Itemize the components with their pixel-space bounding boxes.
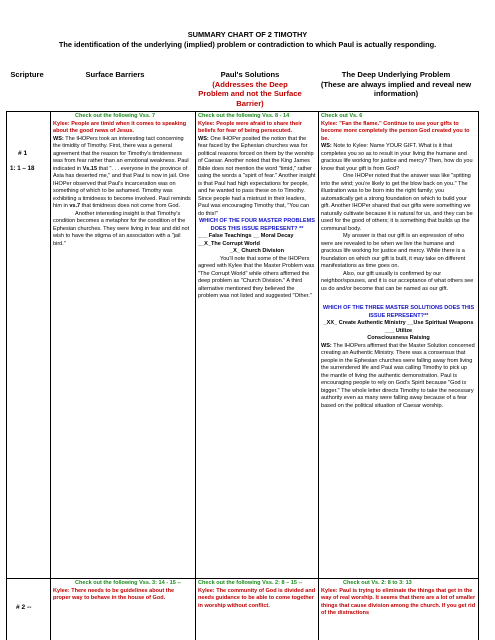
page-title: SUMMARY CHART OF 2 TIMOTHY: [187, 30, 308, 39]
ws-label: WS:: [321, 143, 332, 149]
ws-label: WS:: [321, 342, 332, 349]
ws-text: One IHOPer posited the notion that the fear faced by the Ephesian churches was for political reasons forced on them by the worship of Caesar. Another noted that the King James Bible does not mention the word "timid," rather using the words a "spirit of fear." Another insight is that Paul had high expectations for people, and he wanted to pass these on to Timothy. Since people had a mistrust in their leaders, Paul was encouraging Timothy that, "You can do this!": [198, 135, 316, 217]
column-divider: [50, 111, 51, 640]
table-top-border: [6, 111, 478, 112]
column-divider: [318, 111, 319, 640]
ws-label: WS:: [198, 135, 209, 142]
deep-problem-cell: [321, 580, 476, 640]
check-out-verses: Check out the following Vss. 7: [75, 113, 156, 119]
ws-label: WS:: [53, 135, 64, 142]
check-out-verses: Check out Vs. 6: [321, 113, 363, 119]
column-header-pauls-solutions-title: Paul's Solutions: [220, 70, 280, 79]
ws-commentary: [53, 136, 192, 211]
check-out-verses: Check out the following Vss. 2: 8 – 15 --: [198, 580, 303, 586]
column-divider: [195, 111, 196, 640]
kylee-answer: Kylee: "Fan the flame." Continue to use your gifts to become more completely the person God created you to be.: [321, 120, 470, 142]
column-header-pauls-solutions-note: (Addresses the Deep Problem and not the Surface Barrier): [198, 79, 302, 108]
row-scripture-ref: 1: 1 – 18: [10, 165, 35, 172]
pauls-solution-cell: [198, 580, 316, 640]
table-right-border: [478, 111, 479, 640]
kylee-answer: Kylee: Paul is trying to eliminate the things that get in the way of real worship. It seems that there are a lot of smaller things that cause division among the church. If you get rid of the distractions: [321, 587, 476, 616]
master-problem-question: WHICH OF THE FOUR MASTER PROBLEMS DOES THIS ISSUE REPRESENT? **: [199, 218, 315, 232]
column-header-scripture: Scripture: [10, 70, 44, 79]
ws-text: that ". . . everyone in the province of Asia has deserted me," and that Paul is now in jail. One IHOPer observed that Paul's incarceration was on something of which to be ashamed. Timothy was exhibiting a timidness to become involved. Paul reminds him in: [53, 165, 191, 209]
ws-commentary: [321, 343, 476, 411]
master-problem-choices: _X_ Church Division: [230, 248, 284, 254]
commentary-paragraph: Another interesting insight is that Timothy's condition becomes a metaphor for the condition of the Ephesian churches. They were living in fear and did not wish to have the stigma of an association with a "jail bird.": [53, 210, 190, 247]
column-header-deep-problem-title: The Deep Underlying Problem: [341, 70, 451, 79]
page-subtitle: The identification of the underlying (implied) problem or contradiction to which Paul is actually responding.: [58, 40, 437, 49]
check-out-verses: Check out the following Vss. 8 - 14: [198, 113, 290, 119]
verse-ref: vs.7: [69, 203, 81, 209]
check-out-verses: Check out the following Vss. 3: 14 - 15 --: [75, 580, 182, 586]
ws-commentary: [198, 136, 316, 219]
ws-commentary: [321, 143, 476, 173]
ws-text: What is it that completes you so as to result in your living the humane and gracious life working for justice and mercy? Then, how do you know that your gift is from God?: [321, 143, 473, 172]
master-solution-choices: _XX_ Create Authentic Ministry __Use Spiritual Weapons ___ Utilize: [323, 320, 474, 334]
kylee-answer: Kylee: People are timid when it comes to speaking about the good news of Jesus.: [53, 120, 187, 134]
check-out-verses: Check out Vs. 2: 8 to 3: 13: [343, 580, 412, 586]
ws-text: The IHOPers took an interesting tact concerning the timidity of Timothy. First, there was a general agreement that the reason for Timothy's timidenness was from fear rather than an emotional weakness. Paul indicated in: [53, 135, 189, 172]
row-divider: [6, 578, 478, 579]
ws-text: Note to Kylee: Name YOUR GIFT.: [333, 143, 418, 149]
commentary-paragraph: Also, our gift usually is confirmed by our neighbor/spouses, and it is our acceptance of what others see us do and/or become that can be named as our gift.: [321, 270, 474, 292]
commentary-paragraph: One IHOPer noted that the answer was like "spitting into the wind; you're likely to get the blow back on you." The illustration was to be born into the right family; you automatically get a strong foundation on which to build your gift. Another IHOPer shared that our gifts were something we naturally cultivate because it is natural for us, and they can be used for the good of others; it is something that builds up the communal body.: [321, 173, 473, 232]
surface-barrier-cell: [53, 113, 192, 575]
row-number: # 1: [18, 150, 28, 157]
row-number: # 2 --: [16, 604, 32, 611]
verse-ref: Vs.15: [82, 165, 98, 172]
column-header-deep-problem: [320, 70, 472, 99]
kylee-answer: Kylee: People were afraid to share their beliefs for fear of being persecuted.: [198, 120, 302, 134]
master-solution-question: WHICH OF THE THREE MASTER SOLUTIONS DOES THIS ISSUE REPRESENT?**: [322, 305, 475, 319]
ws-text: The IHOPers affirmed that the Master Solution concerned creating an Authentic Ministry. There was a consensus that people in the Ephesian churches were falling away from living the surrendered life and Paul was calling Timothy to pick up the mantle of living the authentic demonstration. Paul is encouraging people to rely on God's Spirit because "God is bigger." The whole letter directs Timothy to take the necessary authority even as many were falling away because of a fear based on the political situation of Caesar worship.: [321, 342, 475, 409]
surface-barrier-cell: [53, 580, 192, 640]
column-header-deep-problem-note: (These are always implied and reveal new information): [320, 79, 472, 99]
column-header-surface-barriers: Surface Barriers: [85, 70, 145, 79]
ws-text: that timidness does not come from God.: [81, 203, 181, 209]
pauls-solution-cell: [198, 113, 316, 575]
master-problem-choices: ___ False Teachings __ Moral Decay __X_The Corrupt World: [198, 233, 294, 247]
kylee-answer: Kylee: The community of God is divided and needs guidance to be able to come together in worship without conflict.: [198, 587, 316, 609]
deep-problem-cell: [321, 113, 476, 575]
master-solution-choices: Consciousness Raising: [367, 335, 430, 341]
commentary-paragraph: My answer is that our gift is an expression of who were are revealed to be when we live the humane and gracious life working for justice and mercy. While there is a foundation on which our gift is built, it may take on different manifestations as time goes on.: [321, 233, 466, 269]
kylee-answer: Kylee: There needs to be guidelines about the proper way to behave in the house of God.: [53, 587, 175, 601]
table-left-border: [6, 111, 7, 640]
column-header-pauls-solutions: [196, 70, 304, 108]
commentary-paragraph: You'll note that some of the IHOPers agreed with Kylee that the Master Problem was "The Corrupt World" while others affirmed the deep problem as "Church Division." A third alternative mentioned they believed the problem was not listed and suggested "Other.": [198, 255, 315, 299]
